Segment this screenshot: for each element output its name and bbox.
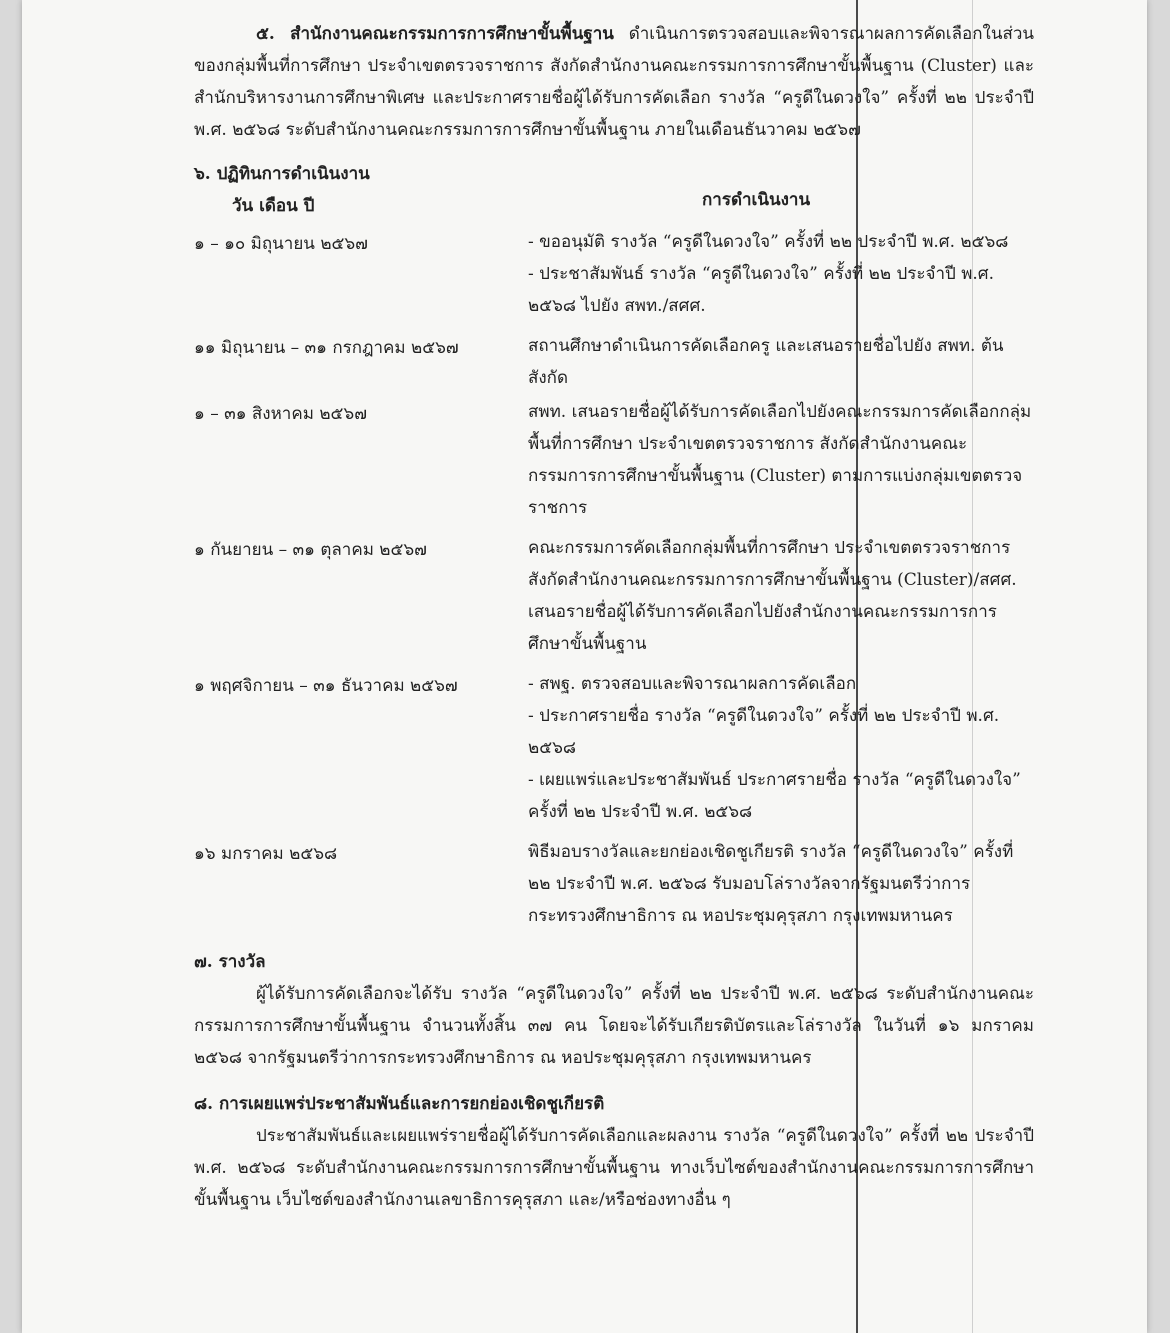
schedule-action-line: - ขออนุมัติ รางวัล “ครูดีในดวงใจ” ครั้งที่ ๒๒ ประจำปี พ.ศ. ๒๕๖๘ [528, 232, 1009, 252]
document-content [194, 18, 1034, 1216]
section-8-body: ประชาสัมพันธ์และเผยแพร่รายชื่อผู้ได้รับการคัดเลือกและผลงาน รางวัล “ครูดีในดวงใจ” ครั้งที่ ๒๒ ประจำปี พ.ศ. ๒๕๖๘ ระดับสำนักงานคณะกรรมการการศึกษาขั้นพื้นฐาน ทางเว็บไซต์ของสำนักงานคณะกรรมการการศึกษาขั้นพื้นฐาน เว็บไซต์ของสำนักงานเลขาธิการคุรุสภา และ/หรือช่องทางอื่น ๆ [194, 1126, 1034, 1210]
schedule-date: ๑ – ๑๐ มิถุนายน ๒๕๖๗ [194, 234, 368, 254]
schedule-action [528, 226, 1034, 322]
schedule-action-header: การดำเนินงาน [702, 190, 811, 210]
schedule-action [528, 668, 1034, 828]
section-5-body: ดำเนินการตรวจสอบและพิจารณาผลการคัดเลือกในส่วนของกลุ่มพื้นที่การศึกษา ประจำเขตตรวจราชการ สังกัดสำนักงานคณะกรรมการการศึกษาขั้นพื้นฐาน (Cluster) และสำนักบริหารงานการศึกษาพิเศษ และประกาศรายชื่อผู้ได้รับการคัดเลือก รางวัล “ครูดีในดวงใจ” ครั้งที่ ๒๒ ประจำปี พ.ศ. ๒๕๖๘ ระดับสำนักงานคณะกรรมการการศึกษาขั้นพื้นฐาน ภายในเดือนธันวาคม ๒๕๖๗ [194, 24, 1035, 140]
section-6-heading: ๖. ปฏิทินการดำเนินงาน [194, 164, 370, 184]
schedule-action-line: พิธีมอบรางวัลและยกย่องเชิดชูเกียรติ รางวัล “ครูดีในดวงใจ” ครั้งที่ ๒๒ ประจำปี พ.ศ. ๒๕๖๘ รับมอบโล่รางวัลจากรัฐมนตรีว่าการกระทรวงศึกษาธิการ ณ หอประชุมคุรุสภา กรุงเทพมหานคร [528, 842, 1014, 926]
schedule-row [194, 330, 1034, 394]
schedule-row [194, 668, 1034, 828]
section-7-body: ผู้ได้รับการคัดเลือกจะได้รับ รางวัล “ครูดีในดวงใจ” ครั้งที่ ๒๒ ประจำปี พ.ศ. ๒๕๖๘ ระดับสำนักงานคณะกรรมการการศึกษาขั้นพื้นฐาน จำนวนทั้งสิ้น ๓๗ คน โดยจะได้รับเกียรติบัตรและโล่รางวัล ในวันที่ ๑๖ มกราคม ๒๕๖๘ จากรัฐมนตรีว่าการกระทรวงศึกษาธิการ ณ หอประชุมคุรุสภา กรุงเทพมหานคร [194, 984, 1034, 1068]
schedule-header [194, 190, 1034, 224]
schedule-action [528, 532, 1034, 660]
schedule-date: ๑ – ๓๑ สิงหาคม ๒๕๖๗ [194, 404, 367, 424]
schedule-date: ๑๑ มิถุนายน – ๓๑ กรกฎาคม ๒๕๖๗ [194, 338, 459, 358]
schedule-row [194, 396, 1034, 524]
schedule-action [528, 330, 1034, 394]
schedule-date: ๑๖ มกราคม ๒๕๖๘ [194, 844, 338, 864]
schedule-action [528, 396, 1034, 524]
schedule-row [194, 532, 1034, 660]
document-page [22, 0, 1147, 1333]
section-5-heading: ๕. สำนักงานคณะกรรมการการศึกษาขั้นพื้นฐาน [256, 24, 614, 44]
schedule-date: ๑ กันยายน – ๓๑ ตุลาคม ๒๕๖๗ [194, 540, 427, 560]
schedule-row [194, 226, 1034, 322]
schedule-action-line: - ประกาศรายชื่อ รางวัล “ครูดีในดวงใจ” ครั้งที่ ๒๒ ประจำปี พ.ศ. ๒๕๖๘ [528, 706, 1000, 758]
schedule-action-line: คณะกรรมการคัดเลือกกลุ่มพื้นที่การศึกษา ประจำเขตตรวจราชการ สังกัดสำนักงานคณะกรรมการการศึกษาขั้นพื้นฐาน (Cluster)/สศศ. เสนอรายชื่อผู้ได้รับการคัดเลือกไปยังสำนักงานคณะกรรมการการศึกษาขั้นพื้นฐาน [528, 538, 1017, 654]
schedule-date: ๑ พฤศจิกายน – ๓๑ ธันวาคม ๒๕๖๗ [194, 676, 458, 696]
schedule-date-header: วัน เดือน ปี [232, 196, 315, 216]
schedule-action-line: สถานศึกษาดำเนินการคัดเลือกครู และเสนอรายชื่อไปยัง สพท. ต้นสังกัด [528, 336, 1004, 388]
schedule-action-line: - เผยแพร่และประชาสัมพันธ์ ประกาศรายชื่อ รางวัล “ครูดีในดวงใจ” ครั้งที่ ๒๒ ประจำปี พ.ศ. ๒๕๖๘ [528, 770, 1021, 822]
schedule-row [194, 836, 1034, 932]
schedule-action-line: - สพฐ. ตรวจสอบและพิจารณาผลการคัดเลือก [528, 674, 857, 694]
section-8-heading: ๘. การเผยแพร่ประชาสัมพันธ์และการยกย่องเชิดชูเกียรติ [194, 1094, 605, 1114]
schedule-action-line: สพท. เสนอรายชื่อผู้ได้รับการคัดเลือกไปยังคณะกรรมการคัดเลือกกลุ่มพื้นที่การศึกษา ประจำเขตตรวจราชการ สังกัดสำนักงานคณะกรรมการการศึกษาขั้นพื้นฐาน (Cluster) ตามการแบ่งกลุ่มเขตตรวจราชการ [528, 402, 1032, 518]
section-5-paragraph [194, 18, 1034, 146]
schedule-action-line: - ประชาสัมพันธ์ รางวัล “ครูดีในดวงใจ” ครั้งที่ ๒๒ ประจำปี พ.ศ. ๒๕๖๘ ไปยัง สพท./สศศ. [528, 264, 995, 316]
schedule-action [528, 836, 1034, 932]
section-7-heading: ๗. รางวัล [194, 952, 266, 972]
